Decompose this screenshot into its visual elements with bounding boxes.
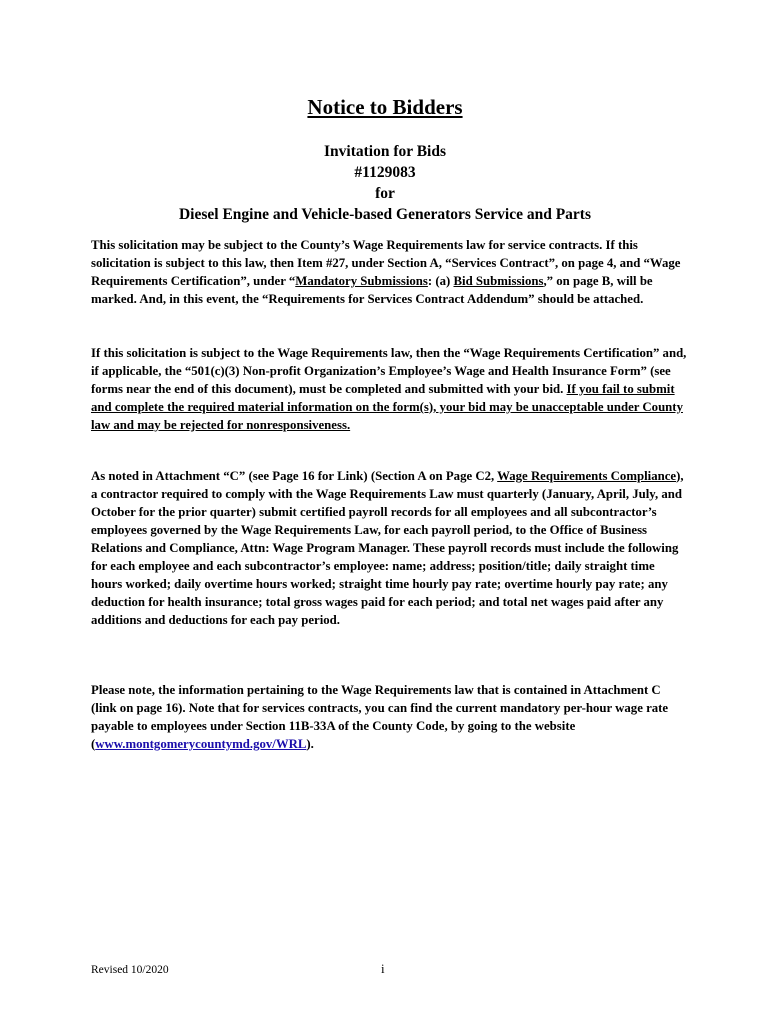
paragraph4-text-2: ).: [306, 737, 314, 751]
subtitle-bid-number: #1129083: [354, 164, 416, 181]
paragraph1-text-1: This solicitation may be subject to the County’s Wage Requirements law for service contracts. If this solicitation is subject to this law, then Item #27, under Section A, “Services Contract”, on page 4, and “Wage Requirements Certification”, under “: [91, 238, 681, 288]
paragraph3-text-2: ), a contractor required to comply with the Wage Requirements Law must quarterly (January, April, July, and October for the prior quarter) submit certified payroll records for all employees and all subcontractor’s employees governed by the Wage Requirements Law, for each payroll period, to the Office of Business Relations and Compliance, Attn: Wage Program Manager. These payroll records must include the following for each employee and each subcontractor’s employee: name; address; position/title; daily straight time hours worked; daily overtime hours worked; straight time hourly pay rate; overtime hourly pay rate; any deduction for health insurance; total gross wages paid for each period; and total net wages paid after any additions and deductions for each pay period.: [91, 469, 684, 627]
subtitle-project-name: Diesel Engine and Vehicle-based Generators Service and Parts: [178, 206, 592, 223]
title-text: Notice to Bidders: [307, 95, 463, 119]
paragraph-payroll-records: [91, 467, 687, 629]
mandatory-submissions-ref: Mandatory Submissions: [295, 274, 428, 288]
bid-submissions-ref: Bid Submissions: [453, 274, 544, 288]
paragraph1-text-2: : (a): [427, 274, 454, 288]
paragraph2-text-1: If this solicitation is subject to the Wage Requirements law, then the “Wage Requirements Certification” and, if applicable, the “501(c)(3) Non-profit Organization’s Employee’s Wage and Health Insurance Form” (see forms near the end of this document), must be completed and submitted with your bid.: [91, 346, 687, 396]
paragraph2-warning: If you fail to submit and complete the required material information on the form(s), your bid may be unacceptable under County law and may be rejected for nonresponsiveness.: [91, 382, 683, 432]
paragraph3-text-1: As noted in Attachment “C” (see Page 16 for Link) (Section A on Page C2,: [91, 469, 498, 483]
paragraph4-text-1: Please note, the information pertaining to the Wage Requirements law that is contained in Attachment C (link on page 16). Note that for services contracts, you can find the current mandatory per-hour wage rate payable to employees under Section 11B-33A of the County Code, by going to the website (: [91, 683, 669, 751]
subtitle-invitation: Invitation for Bids: [323, 143, 447, 160]
paragraph-wage-requirements-intro: [91, 236, 687, 308]
paragraph-wage-rate-info: [91, 681, 687, 753]
paragraph1-text-3: ,” on page B, will be marked. And, in this event, the “Requirements for Services Contract Addendum” should be attached.: [91, 274, 653, 306]
footer-revision-date: Revised 10/2020: [91, 964, 169, 976]
wrl-website-link[interactable]: www.montgomerycountymd.gov/WRL: [95, 737, 307, 751]
wage-requirements-compliance-ref: Wage Requirements Compliance: [497, 469, 677, 483]
footer-page-number: i: [381, 961, 385, 976]
page-title: [0, 93, 770, 121]
subtitle-for: for: [375, 185, 395, 202]
paragraph-certification: [91, 344, 687, 434]
